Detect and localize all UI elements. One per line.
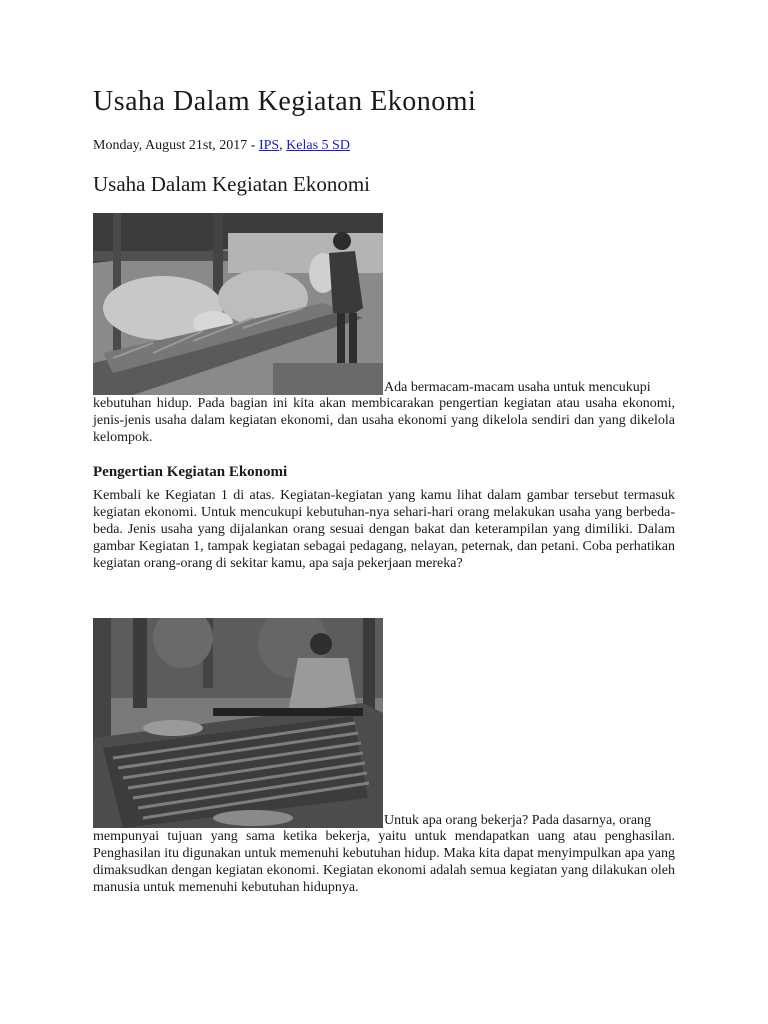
category-separator: , — [279, 138, 287, 153]
subsection-paragraph-block — [93, 487, 675, 572]
subsection-title: Pengertian Kegiatan Ekonomi — [93, 464, 288, 480]
cattle-farm-photo — [93, 213, 383, 395]
intro-paragraph: kebutuhan hidup. Pada bagian ini kita akan membicarakan pengertian kegiatan atau usaha ekonomi, jenis-jenis usaha dalam kegiatan ekonomi, dan usaha ekonomi yang dikelola sendiri dan yang dikelola kelompok. — [93, 396, 675, 445]
category-link-ips[interactable]: IPS — [258, 138, 280, 153]
intro-block — [93, 213, 675, 446]
second-first-line: Untuk apa orang bekerja? Pada dasarnya, orang — [384, 813, 652, 828]
category-link-kelas-5-sd[interactable]: Kelas 5 SD — [286, 138, 350, 153]
intro-first-line: Ada bermacam-macam usaha untuk mencukupi — [384, 380, 651, 395]
section-title: Usaha Dalam Kegiatan Ekonomi — [93, 172, 370, 196]
subsection-paragraph: Kembali ke Kegiatan 1 di atas. Kegiatan-kegiatan yang kamu lihat dalam gambar tersebut termasuk kegiatan ekonomi. Untuk mencukupi kebutuhan-nya sehari-hari orang melakukan usaha yang berbeda-beda. Jenis usaha yang dijalankan orang sesuai dengan bakat dan keterampilan yang dimiliki. Dalam gambar Kegiatan 1, tampak kegiatan sebagai pedagang, nelayan, peternak, dan petani. Coba perhatikan kegiatan orang-orang di sekitar kamu, apa saja pekerjaan mereka? — [93, 488, 675, 571]
post-date: Monday, August 21st, 2017 - — [93, 138, 259, 153]
second-paragraph: mempunyai tujuan yang sama ketika bekerja, yaitu untuk mendapatkan uang atau penghasilan. Penghasilan itu digunakan untuk memenuhi kebutuhan hidup. Maka kita dapat menyimpulkan apa yang dimaksudkan dengan kegiatan ekonomi. Kegiatan ekonomi adalah semua kegiatan yang dilakukan oleh manusia untuk memenuhi kebutuhan hidupnya. — [93, 829, 675, 895]
post-title: Usaha Dalam Kegiatan Ekonomi — [93, 86, 477, 117]
weaving-photo — [93, 618, 383, 828]
second-block — [93, 618, 675, 896]
post-meta — [93, 138, 350, 154]
